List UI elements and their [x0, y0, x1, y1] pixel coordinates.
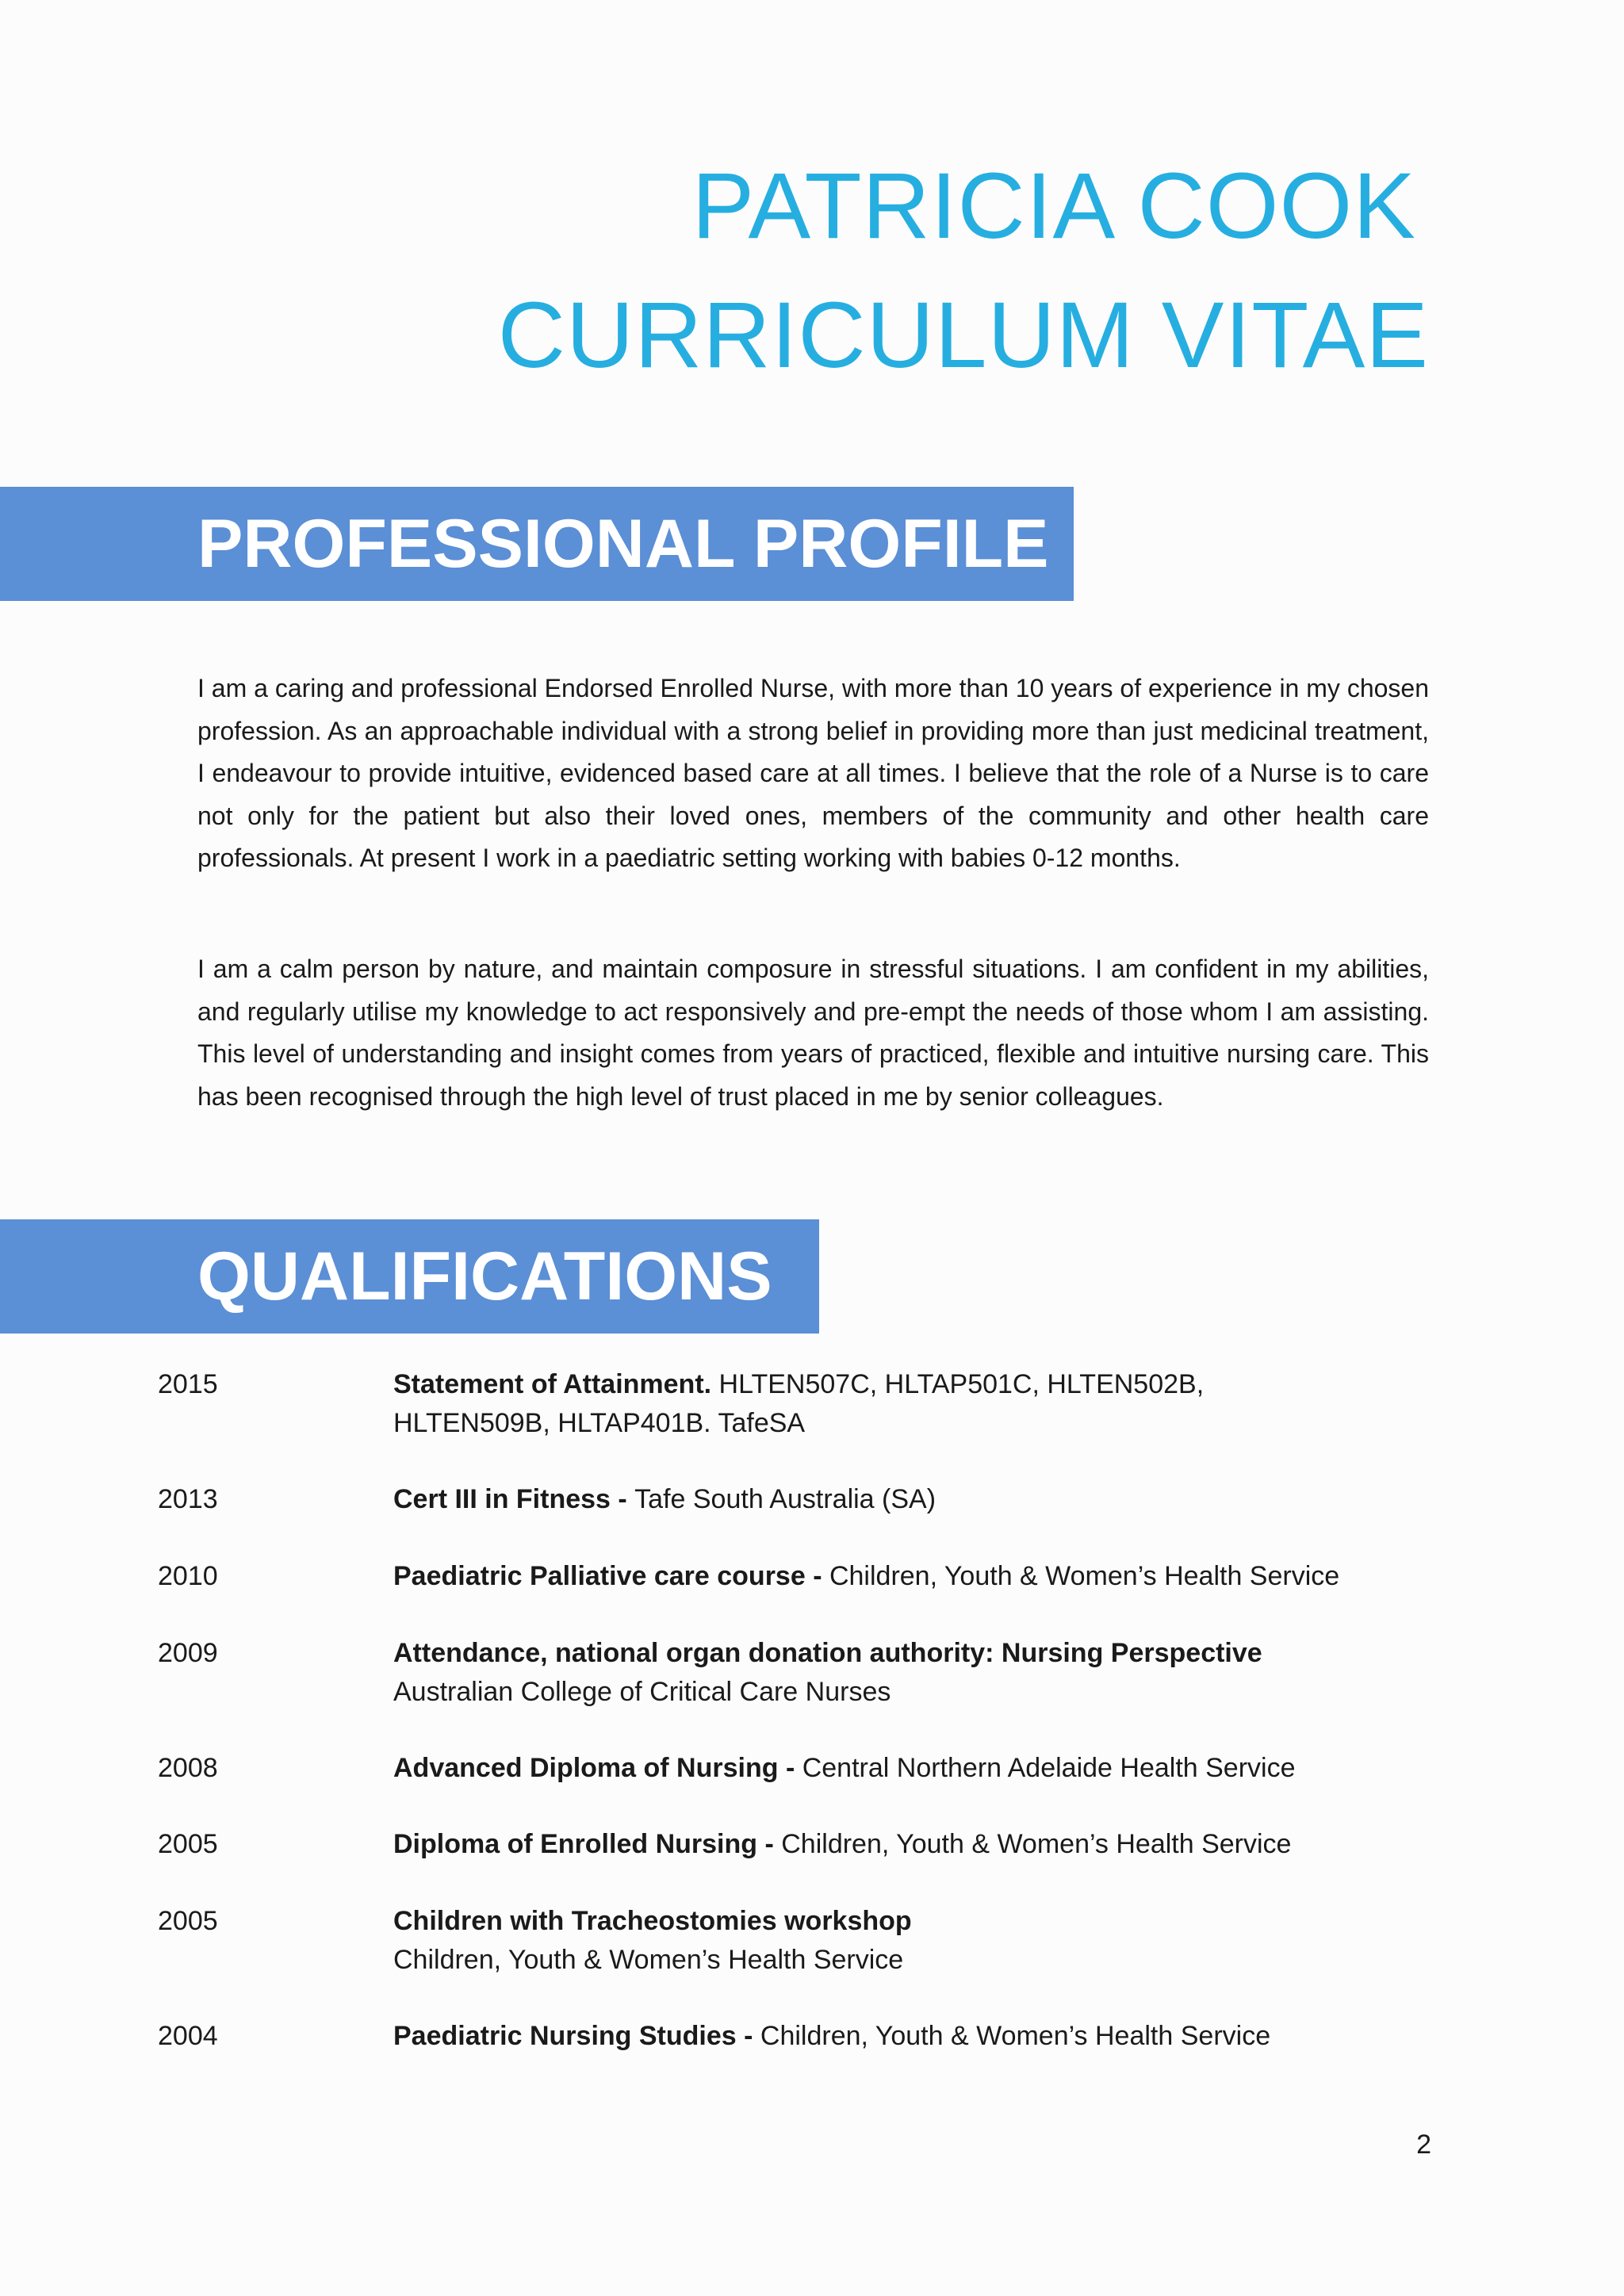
qualification-detail-line2: Australian College of Critical Care Nurses	[393, 1677, 891, 1707]
qualification-separator: -	[778, 1753, 802, 1783]
page-number: 2	[1416, 2130, 1431, 2160]
qualification-detail-line2: HLTEN509B, HLTAP401B. TafeSA	[393, 1408, 806, 1438]
qualification-detail: Children, Youth & Women’s Health Service	[760, 2021, 1271, 2051]
qualification-title: Advanced Diploma of Nursing	[393, 1753, 779, 1783]
profile-banner	[0, 487, 1074, 601]
qualification-title: Cert III in Fitness	[393, 1484, 611, 1514]
qualification-body	[393, 1825, 1424, 1864]
qualification-separator: -	[736, 2021, 760, 2051]
qualification-body	[393, 1480, 1424, 1519]
qualification-title: Paediatric Nursing Studies	[393, 2021, 737, 2051]
qualification-year: 2008	[158, 1753, 218, 1783]
qualification-title: Attendance, national organ donation authority: Nursing Perspective	[393, 1638, 1262, 1668]
profile-paragraph-1: I am a caring and professional Endorsed Enrolled Nurse, with more than 10 years of experience in my chosen profession. As an approachable individual with a strong belief in providing more than just medicinal treatment, I endeavour to provide intuitive, evidenced based care at all times. I believe that the role of a Nurse is to care not only for the patient but also their loved ones, members of the community and other health care professionals. At present I work in a paediatric setting working with babies 0-12 months.	[197, 674, 1429, 872]
qualification-year: 2005	[158, 1906, 218, 1936]
qualification-title: Paediatric Palliative care course	[393, 1561, 806, 1591]
qualification-separator: -	[805, 1561, 829, 1591]
qualification-body	[393, 1634, 1424, 1712]
profile-heading: PROFESSIONAL PROFILE	[197, 506, 1049, 582]
qualification-year: 2013	[158, 1484, 218, 1514]
qualification-year: 2010	[158, 1561, 218, 1591]
qualification-detail: Children, Youth & Women’s Health Service	[829, 1561, 1340, 1591]
qualification-detail: HLTEN507C, HLTAP501C, HLTEN502B,	[711, 1369, 1205, 1399]
qualification-year: 2009	[158, 1638, 218, 1668]
qualification-body	[393, 2017, 1424, 2056]
qualifications-heading: QUALIFICATIONS	[197, 1238, 772, 1314]
qualifications-banner	[0, 1219, 819, 1334]
qualification-separator: -	[610, 1484, 635, 1514]
qualification-body	[393, 1365, 1424, 1443]
qualification-body	[393, 1902, 1424, 1980]
cv-title-name: PATRICIA COOK	[691, 154, 1416, 258]
qualification-detail-line2: Children, Youth & Women’s Health Service	[393, 1945, 904, 1975]
qualification-year: 2004	[158, 2021, 218, 2051]
cv-title-subtitle: CURRICULUM VITAE	[497, 283, 1429, 388]
qualification-detail: Central Northern Adelaide Health Service	[802, 1753, 1296, 1783]
qualification-title: Statement of Attainment.	[393, 1369, 712, 1399]
qualification-detail: Children, Youth & Women’s Health Service	[781, 1829, 1292, 1859]
qualification-year: 2015	[158, 1369, 218, 1399]
qualification-detail: Tafe South Australia (SA)	[634, 1484, 936, 1514]
qualification-body	[393, 1749, 1424, 1788]
qualification-year: 2005	[158, 1829, 218, 1859]
qualification-title: Diploma of Enrolled Nursing	[393, 1829, 758, 1859]
qualification-separator: -	[757, 1829, 782, 1859]
qualification-title: Children with Tracheostomies workshop	[393, 1906, 912, 1936]
profile-paragraph-2: I am a calm person by nature, and maintain composure in stressful situations. I am confident in my abilities, and regularly utilise my knowledge to act responsively and pre-empt the needs of those whom I am assisting. This level of understanding and insight comes from years of practiced, flexible and intuitive nursing care. This has been recognised through the high level of trust placed in me by senior colleagues.	[197, 955, 1429, 1111]
qualification-body	[393, 1557, 1424, 1596]
